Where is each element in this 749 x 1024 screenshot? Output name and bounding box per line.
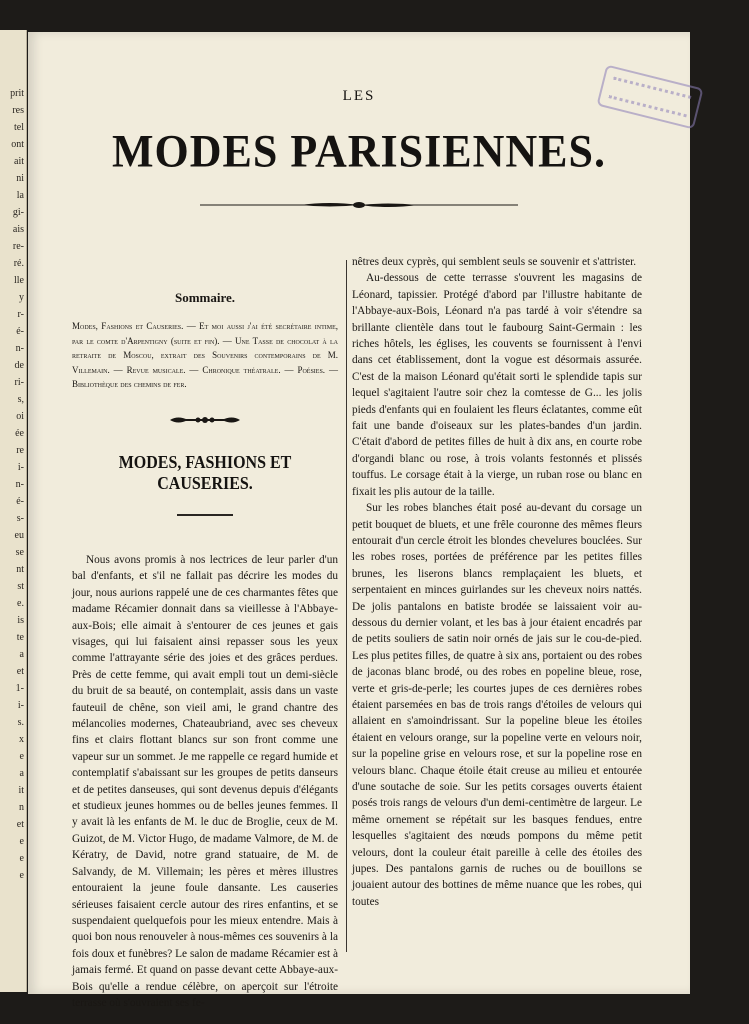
previous-page-fragment: s- — [16, 513, 24, 524]
previous-page-fragment: de — [14, 360, 24, 371]
sommaire-title: Sommaire. — [174, 290, 236, 305]
previous-page-fragment: lle — [14, 275, 24, 286]
previous-page-fragment: oi — [16, 411, 24, 422]
previous-page-fragment: i- — [17, 700, 24, 711]
previous-page-fragment: a — [19, 768, 24, 779]
section-ornament — [168, 414, 242, 426]
previous-page-fragment: te — [16, 632, 24, 643]
previous-page-fragment: r- — [17, 309, 24, 320]
previous-page-fragment: e — [19, 870, 24, 881]
right-article-text — [352, 254, 642, 910]
previous-page-fragment: e — [19, 836, 24, 847]
previous-page-fragment: n- — [15, 343, 24, 354]
previous-page-fragment: e — [19, 853, 24, 864]
previous-page-fragment: it — [18, 785, 24, 796]
section-title: MODES, FASHIONS ET CAUSERIES. — [118, 453, 292, 494]
previous-page-fragment: a — [19, 649, 24, 660]
paragraph: Au-dessous de cette terrasse s'ouvrent les magasins de Léonard, tapissier. Protégé d'abord par l'illustre habitante de l'Abbaye-aux-Bois, Léonard n'a pas tardé à voir s'étendre sa brillante clientèle dans tout le faubourg Saint-Germain : les riches hôtels, les églises, les couvents se fournissent à l'envi dans cet établissement, dont la vogue est désormais assurée. C'est de la maison Léonard qu'était sorti le splendide tapis sur lequel s'agitaient l'autre soir chez la comtesse de G... les jolis pieds d'enfants qui en foulaient les fleurs éclatantes, comme eût fait une bande d'oiseaux sur les plates-bandes d'un jardin. C'était d'abord de petites filles de huit à dix ans, en courte robe d'organdi blanc ou rose, à trois volants festonnés et plissés touffus. Le corsage était à la vierge, un ruban rose ou blanc en fixait les plis autour de la taille. — [352, 272, 642, 498]
masthead-title: MODES PARISIENNES. — [112, 125, 606, 178]
sommaire-text: Modes, Fashions et Causeries. — Et moi aussi j'ai été secrétaire intime, par le comte d'Arpentigny (suite et fin). — Une Tasse de chocolat à la retraite de Moscou, extrait des Souvenirs contemporains de M. Villemain. — Revue musicale. — Chronique théatrale. — Poésies. — Bibliothèque des chemins de fer. — [72, 321, 338, 390]
section-rule — [177, 514, 233, 516]
previous-page-fragment: n- — [15, 479, 24, 490]
previous-page-fragment: e — [19, 751, 24, 762]
previous-page-fragment: ais — [12, 224, 24, 235]
masthead-ornament — [200, 200, 518, 210]
previous-page-fragment: se — [15, 547, 24, 558]
previous-page-fragment: re — [16, 445, 24, 456]
previous-page-fragment: et — [16, 666, 24, 677]
previous-page-fragment: é- — [16, 496, 24, 507]
previous-page-fragment: e. — [17, 598, 24, 609]
previous-page-fragment: eu — [14, 530, 24, 541]
previous-page-fragment: tel — [14, 122, 24, 133]
left-article-text — [72, 552, 338, 1011]
paragraph: Nous avons promis à nos lectrices de leur parler d'un bal d'enfants, et s'il ne fallait pas décrire les modes du jour, nous aurions rappelé une de ces charmantes fêtes que madame Récamier donnait dans sa vieillesse à l'Abbaye-aux-Bois; elle aimait à s'entourer de ces jeunes et gais visages, qui lui faisaient ainsi repasser sous les yeux comme l'attrayante série des joies et des grâces perdues. Près de cette femme, qui avait empli tout un demi-siècle du bruit de sa beauté, on contemplait, assis dans un vaste fauteuil de chêne, son vieil ami, le grand chantre des mélancolies modernes, Chateaubriand, avec ses cheveux fins et clairs flottant blancs sur son front comme une vapeur sur un sommet. Je me rappelle ce regard humide et contemplatif s'abaissant sur les groupes de petits danseurs et de petites danseuses, qui sont devenus depuis d'élégants et studieux jeunes hommes ou de belles jeunes femmes. Il y avait là les enfants de M. le duc de Broglie, ceux de M. Guizot, de M. Victor Hugo, de madame Valmore, de M. de Kératry, de David, notre grand statuaire, de M. de Salvandy, de M. Villemain; les pères et mères illustres entouraient la jeune foule dansante. Les causeries sérieuses faisaient cercle autour des rires enfantins, et se suspendaient quelquefois pour les mieux entendre. Mais à quoi bon nous renouveler à nous-mêmes ces souvenirs à la fois doux et funèbres? Le salon de madame Récamier est à jamais fermé. Et quand on passe devant cette Abbaye-aux-Bois qu'elle a rendue célèbre, on aperçoit sur l'étroite terrasse où s'ouvraient ses fe- — [72, 553, 338, 1009]
previous-page-fragment: et — [16, 819, 24, 830]
previous-page-edge — [0, 30, 27, 992]
paragraph: Sur les robes blanches était posé au-devant du corsage un petit bouquet de bluets, et une frêle couronne des mêmes fleurs entourait d'un cercle étroit les blondes chevelures bouclées. Sur les robes roses, portées de préférence par les petites filles brunes, les liserons blancs remplaçaient les bluets, et serpentaient en minces guirlandes sur les cheveux noirs nattés. De jolis pantalons en batiste brodée se laissaient voir au-dessous du dernier volant, et les bas à jour étaient encadrés par de petits souliers de satin noir ornés de jais sur le cou-de-pied. Les plus petites filles, de quatre à six ans, portaient ou des robes de jaconas blanc brodé, ou des robes en popeline bleue, rose, verte et gris-de-perle; les courtes jupes de ces dernières robes étaient parsemées en bas de trois rangs d'étoiles de velours qui allaient en s'amoindrissant. Sur la popeline bleue les étoiles étaient en velours orange, sur la popeline verte en velours noir, sur la popeline grise en velours rose, et sur la popeline rose en velours blanc. Chaque étoile était creuse au milieu et entourée d'une soutache de soie. Sur les petits corsages ouverts étaient posés trois rangs de velours d'un demi-centimètre de largeur. Le même ornement se répétait sur les basques fendues, entre lesquelles s'agitaient des nœuds pompons du même petit velours, dont la couleur était pareille à celle des étoiles des jupes. Des pantalons garnis de ruches ou de bouillons se jouaient autour des bottines de même nuance que les robes, qui toutes — [352, 502, 642, 908]
previous-page-fragment: re- — [12, 241, 24, 252]
paragraph: nêtres deux cyprès, qui semblent seuls se souvenir et s'attrister. — [352, 256, 637, 268]
previous-page-fragment: y — [19, 292, 24, 303]
previous-page-fragment: i- — [17, 462, 24, 473]
column-divider — [346, 260, 347, 952]
right-column — [352, 254, 642, 910]
previous-page-fragment: ait — [14, 156, 24, 167]
previous-page-fragment: n — [19, 802, 24, 813]
previous-page-fragment: s, — [17, 394, 24, 405]
previous-page-fragment: é- — [16, 326, 24, 337]
previous-page-fragment: ri- — [14, 377, 24, 388]
previous-page-fragment: s. — [17, 717, 24, 728]
previous-page-fragment: ni — [16, 173, 24, 184]
previous-page-fragment: 1- — [15, 683, 24, 694]
previous-page-fragment: res — [12, 105, 24, 116]
previous-page-fragment: is — [17, 615, 24, 626]
previous-page-fragment: ée — [15, 428, 24, 439]
previous-page-fragment: prit — [10, 88, 24, 99]
left-column — [72, 258, 338, 1011]
masthead-article: LES — [342, 88, 376, 104]
previous-page-fragment: ré. — [13, 258, 24, 269]
previous-page-fragment: st — [17, 581, 24, 592]
previous-page-fragment: ont — [11, 139, 24, 150]
previous-page-fragment: nt — [16, 564, 24, 575]
previous-page-fragment: x — [19, 734, 24, 745]
previous-page-fragment: la — [16, 190, 24, 201]
journal-page — [28, 32, 690, 1009]
previous-page-fragment: gi- — [12, 207, 24, 218]
